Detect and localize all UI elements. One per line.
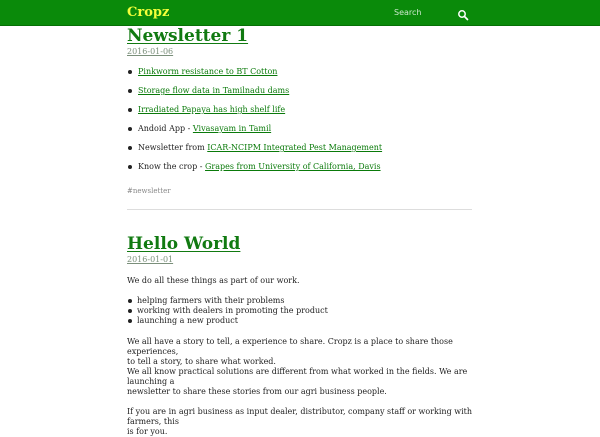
search-input[interactable] — [392, 4, 452, 21]
paragraph-line: newsletter to share these stories from our agri business people. — [127, 387, 387, 396]
post-hello-world — [127, 234, 472, 437]
post-newsletter-1 — [127, 26, 472, 195]
list-item — [127, 86, 472, 96]
post-divider — [127, 209, 472, 210]
list-item: working with dealers in promoting the product — [127, 306, 472, 316]
list-item: launching a new product — [127, 316, 472, 326]
paragraph-line: to tell a story, to share what worked. — [127, 357, 276, 366]
post-date-link[interactable]: 2016-01-06 — [127, 47, 174, 56]
list-item — [127, 67, 472, 77]
post-paragraph — [127, 337, 472, 397]
newsletter-link-list — [127, 67, 472, 172]
top-navbar — [0, 0, 600, 26]
list-item — [127, 124, 472, 134]
item-prefix: Know the crop - — [138, 162, 206, 171]
tag-link[interactable]: #newsletter — [127, 187, 171, 195]
item-link[interactable]: Irradiated Papaya has high shelf life — [138, 105, 286, 114]
post-date-link[interactable]: 2016-01-01 — [127, 255, 174, 264]
list-item — [127, 105, 472, 115]
post-title-link[interactable]: Newsletter 1 — [127, 26, 249, 46]
item-link[interactable]: Storage flow data in Tamilnadu dams — [138, 86, 290, 95]
list-item — [127, 162, 472, 172]
post-paragraph — [127, 407, 472, 437]
item-link[interactable]: ICAR-NCIPM Integrated Pest Management — [207, 143, 383, 152]
item-link[interactable]: Vivasayam in Tamil — [192, 124, 272, 133]
post-intro-text: We do all these things as part of our work. — [127, 276, 300, 285]
paragraph-line: We all have a story to tell, a experience to share. Cropz is a place to share those experiences, — [127, 337, 453, 356]
paragraph-line: We all know practical solutions are different from what worked in the fields. We are launching a — [127, 367, 468, 386]
item-link[interactable]: Pinkworm resistance to BT Cotton — [138, 67, 278, 76]
search-icon[interactable] — [457, 6, 469, 18]
posts-container — [127, 26, 472, 437]
item-prefix: Newsletter from — [138, 143, 208, 152]
post-title-link[interactable]: Hello World — [127, 234, 241, 254]
paragraph-line: is for you. — [127, 427, 168, 436]
work-bullet-list — [127, 296, 472, 326]
item-prefix: Andoid App - — [138, 124, 193, 133]
list-item — [127, 143, 472, 153]
list-item: helping farmers with their problems — [127, 296, 472, 306]
item-link[interactable]: Grapes from University of California, Davis — [205, 162, 381, 171]
paragraph-line: If you are in agri business as input dealer, distributor, company staff or working with farmers, this — [127, 407, 473, 426]
brand-logo-link[interactable]: Cropz — [127, 5, 170, 20]
